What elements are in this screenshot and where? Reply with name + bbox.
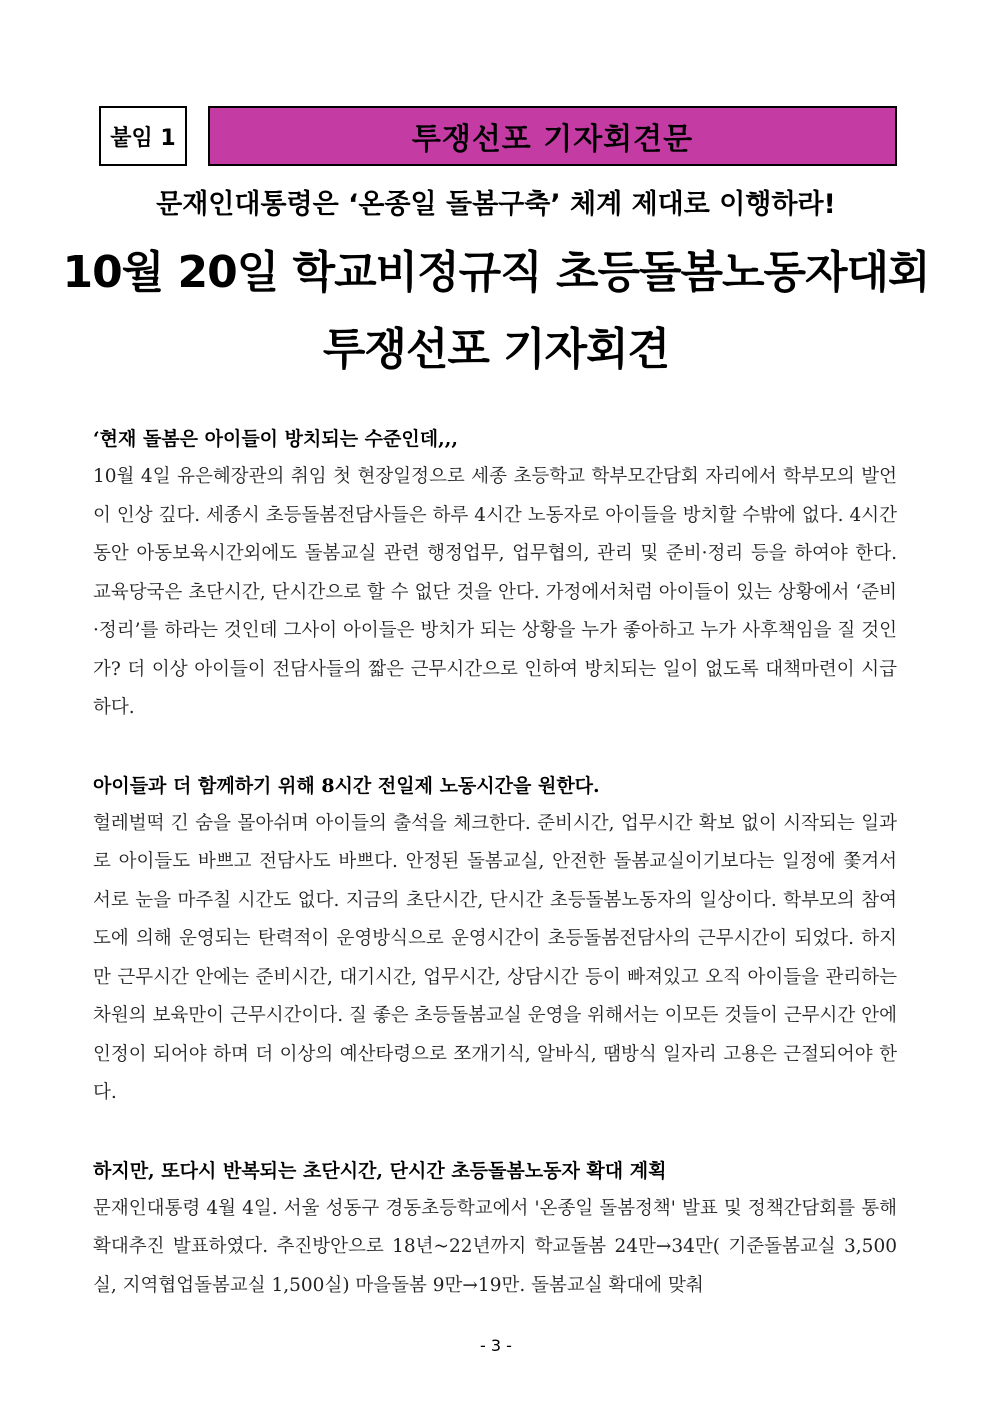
subtitle: 문재인대통령은 ‘온종일 돌봄구축’ 체계 제대로 이행하라! xyxy=(156,189,836,220)
attachment-label: 붙임 1 xyxy=(99,106,187,166)
section-neglect xyxy=(93,420,897,728)
section-full-time xyxy=(93,767,897,1113)
page-number: - 3 - xyxy=(480,1336,512,1355)
title-line-1: 10월 20일 학교비정규직 초등돌봄노동자대회 xyxy=(62,247,930,298)
section-paragraph: 헐레벌떡 긴 숨을 몰아쉬며 아이들의 출석을 체크한다. 준비시간, 업무시간 확보 없이 시작되는 일과로 아이들도 바쁘고 전담사도 바쁘다. 안정된 돌봄교실, 안전한 돌봄교실이기보다는 일정에 쫓겨서 서로 눈을 마주칠 시간도 없다. 지금의 초단시간, 단시간 초등돌봄노동자의 일상이다. 학부모의 참여도에 의해 운영되는 탄력적이 운영방식으로 운영시간이 초등돌봄전담사의 근무시간이 되었다. 하지만 근무시간 안에는 준비시간, 대기시간, 업무시간, 상담시간 등이 빠져있고 오직 아이들을 관리하는 차원의 보육만이 근무시간이다. 질 좋은 초등돌봄교실 운영을 위해서는 이모든 것들이 근무시간 안에 인정이 되어야 하며 더 이상의 예산타령으로 쪼개기식, 알바식, 땜방식 일자리 고용은 근절되어야 한다. xyxy=(93,812,897,1103)
document-body xyxy=(93,420,897,1344)
section-expansion-plan xyxy=(93,1152,897,1306)
section-heading: ‘현재 돌봄은 아이들이 방치되는 수준인데,,, xyxy=(93,428,458,450)
section-heading: 아이들과 더 함께하기 위해 8시간 전일제 노동시간을 원한다. xyxy=(93,774,600,797)
document-type-banner: 투쟁선포 기자회견문 xyxy=(208,106,897,166)
section-paragraph: 문재인대통령 4월 4일. 서울 성동구 경동초등학교에서 '온종일 돌봄정책' 발표 및 정책간담회를 통해 확대추진 발표하였다. 추진방안으로 18년~22년까지 학교돌봄 24만→34만( 기준돌봄교실 3,500실, 지역협업돌봄교실 1,500실) 마을돌봄 9만→19만. 돌봄교실 확대에 맞춰 xyxy=(93,1197,897,1296)
title-line-2: 투쟁선포 기자회견 xyxy=(322,324,670,375)
section-paragraph: 10월 4일 유은혜장관의 취임 첫 현장일정으로 세종 초등학교 학부모간담회 자리에서 학부모의 발언이 인상 깊다. 세종시 초등돌봄전담사들은 하루 4시간 노동자로 아이들을 방치할 수밖에 없다. 4시간동안 아동보육시간외에도 돌봄교실 관련 행정업무, 업무협의, 관리 및 준비·정리 등을 하여야 한다. 교육당국은 초단시간, 단시간으로 할 수 없단 것을 안다. 가정에서처럼 아이들이 있는 상황에서 ‘준비·정리’를 하라는 것인데 그사이 아이들은 방치가 되는 상황을 누가 좋아하고 누가 사후책임을 질 것인가? 더 이상 아이들이 전담사들의 짧은 근무시간으로 인하여 방치되는 일이 없도록 대책마련이 시급하다. xyxy=(93,466,897,718)
section-heading: 하지만, 또다시 반복되는 초단시간, 단시간 초등돌봄노동자 확대 계획 xyxy=(93,1159,667,1182)
